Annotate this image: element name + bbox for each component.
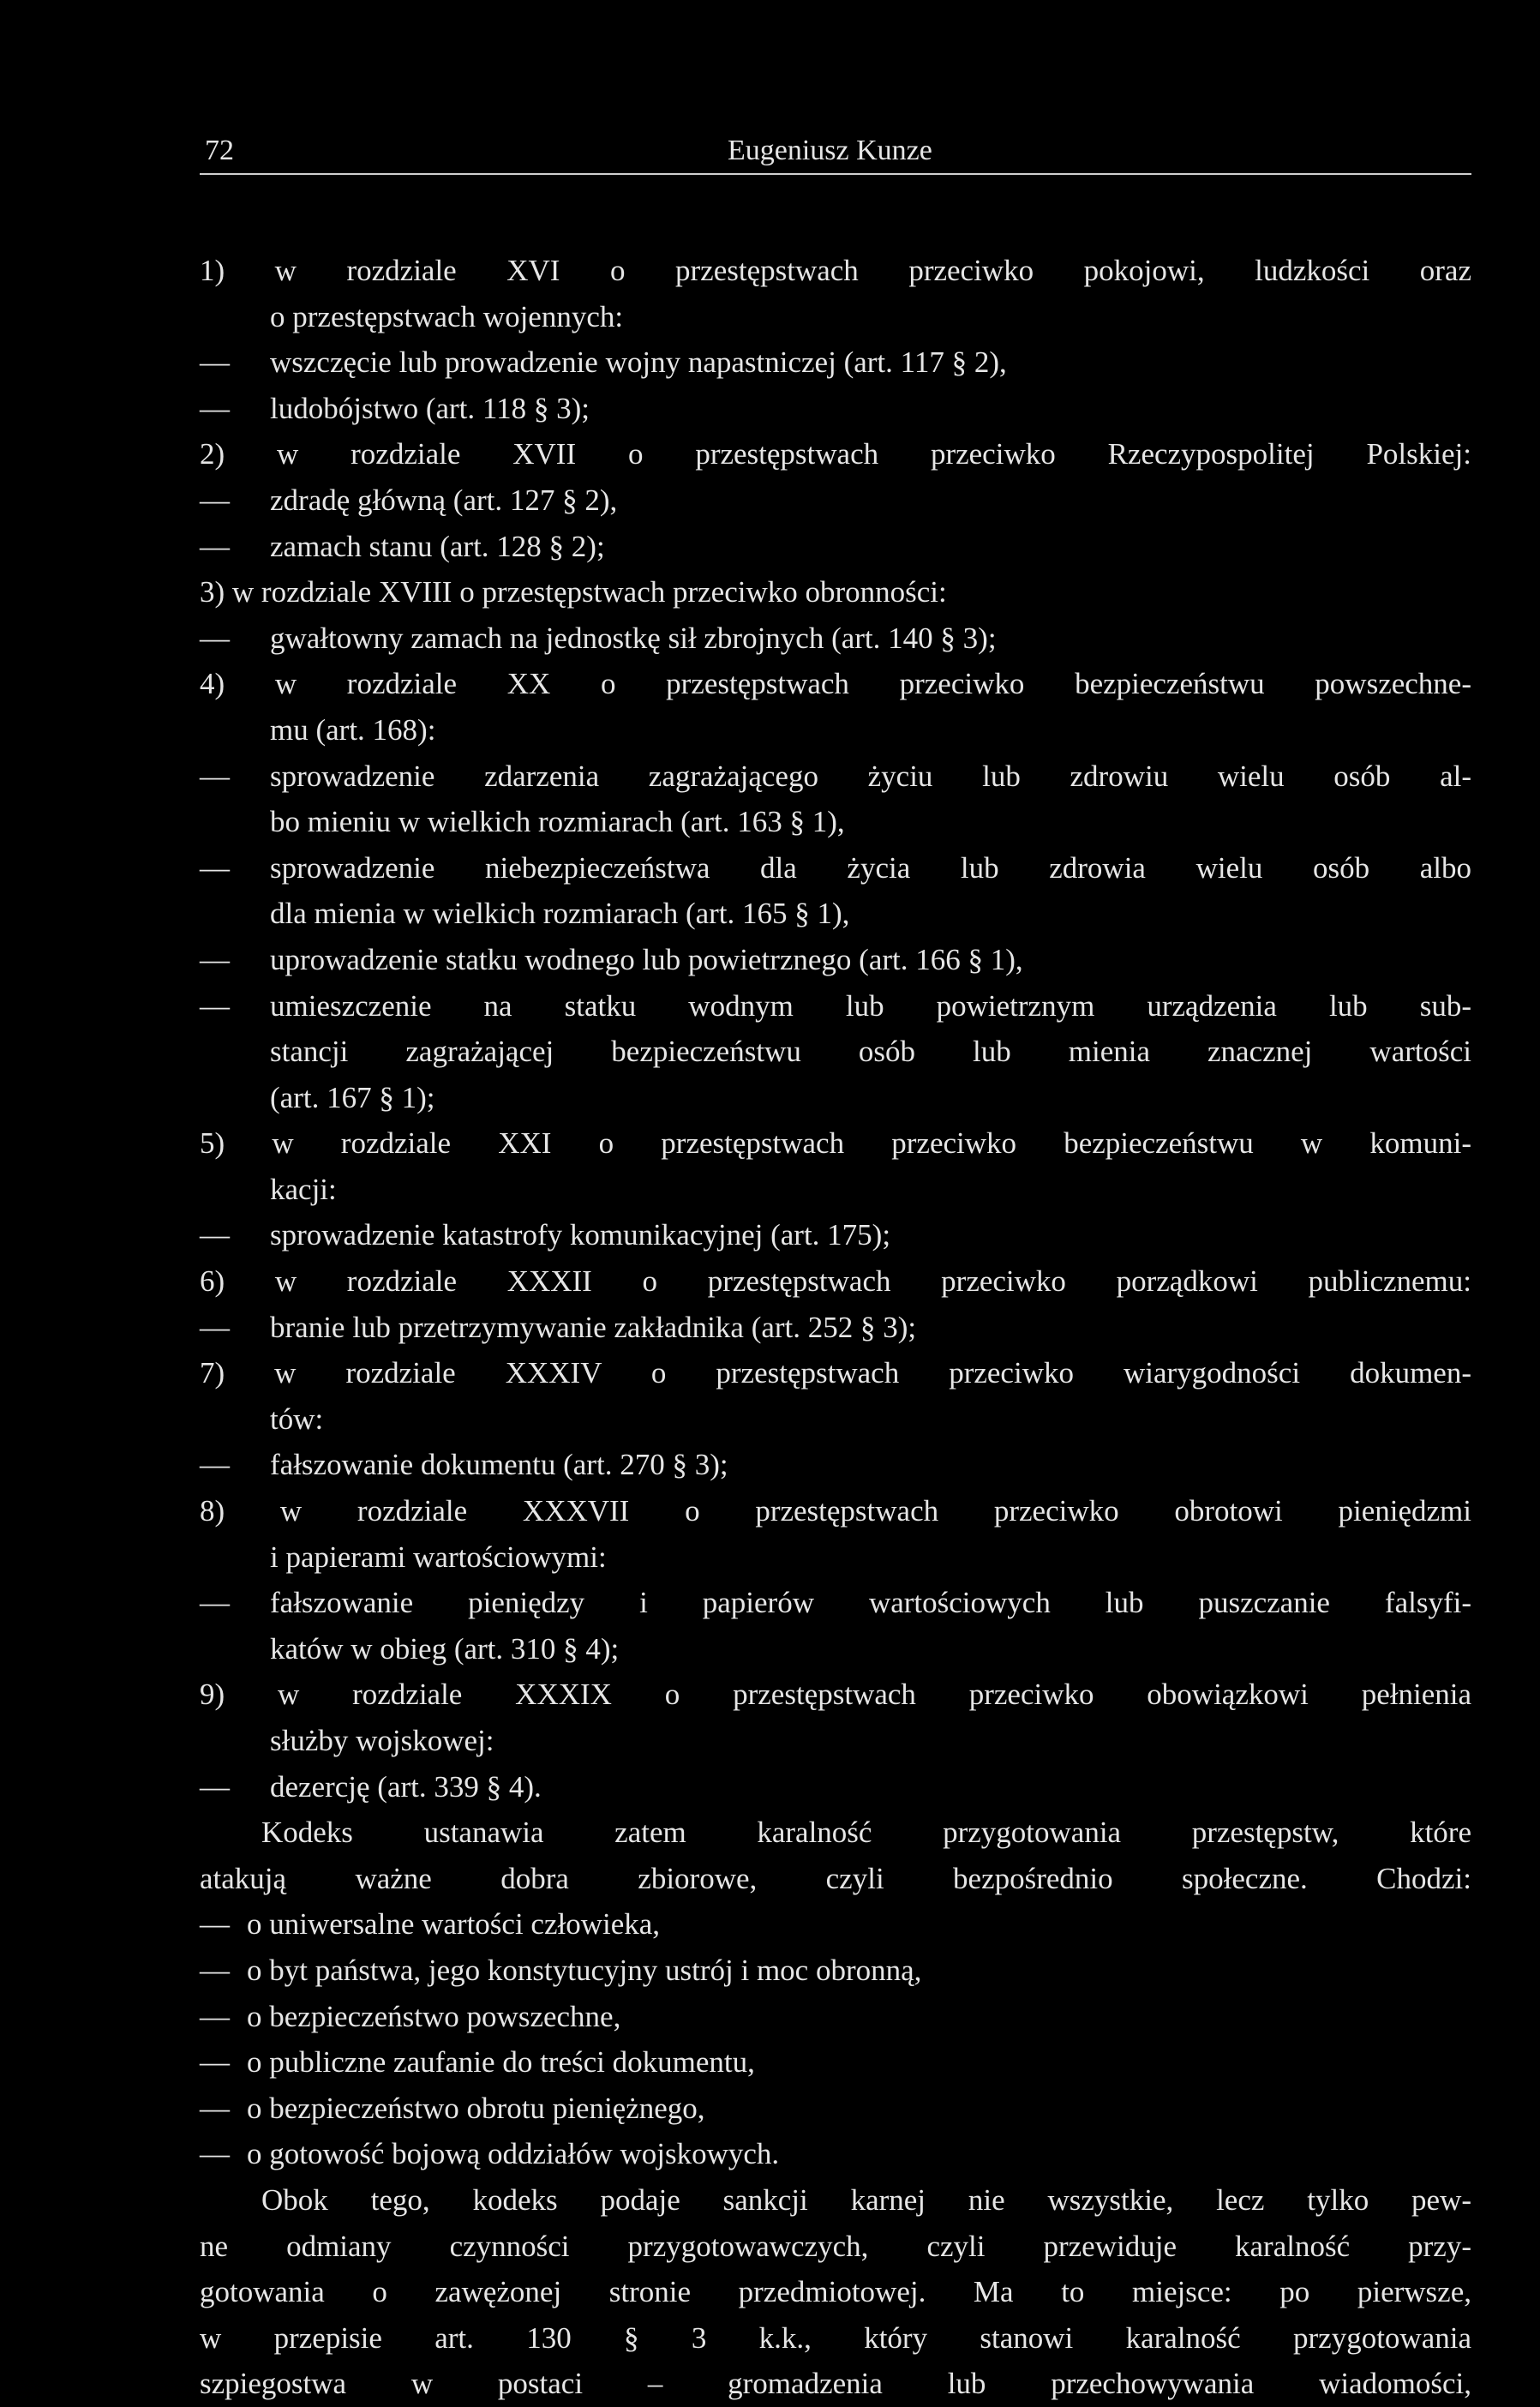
em-dash-marker: — <box>200 1769 230 1804</box>
line-text: gwałtowny zamach na jednostkę sił zbrojnych (art. 140 § 3); <box>270 621 997 655</box>
line-text: atakują ważne dobra zbiorowe, czyli bezpośrednio społeczne. Chodzi: <box>200 1861 1471 1895</box>
document-page <box>200 129 1471 2407</box>
line-text: służby wojskowej: <box>270 1724 494 1757</box>
running-header <box>200 129 1471 175</box>
em-dash-marker: — <box>200 1953 230 1987</box>
em-dash-marker: — <box>200 391 230 425</box>
dash-item-line <box>200 937 1471 983</box>
em-dash-marker: — <box>200 1218 230 1252</box>
list-item-line <box>200 1488 1471 1534</box>
em-dash-marker: — <box>200 483 230 517</box>
dash-item-line <box>200 1580 1471 1626</box>
em-dash-marker: — <box>200 345 230 380</box>
continuation-line <box>200 1029 1471 1075</box>
line-text: wszczęcie lub prowadzenie wojny napastniczej (art. 117 § 2), <box>270 345 1007 380</box>
line-text: ne odmiany czynności przygotowawczych, czyli przewiduje karalność przy- <box>200 2229 1471 2263</box>
continuation-line <box>200 1718 1471 1764</box>
continuation-line <box>200 799 1471 845</box>
continuation-line <box>200 1167 1471 1213</box>
line-text: i papierami wartościowymi: <box>270 1540 607 1574</box>
continuation-line <box>200 1075 1471 1121</box>
line-text: zamach stanu (art. 128 § 2); <box>270 529 605 563</box>
line-text: tów: <box>270 1402 324 1436</box>
em-dash-marker: — <box>200 2091 230 2125</box>
line-text: umieszczenie na statku wodnym lub powietrznym urządzenia lub sub- <box>270 988 1471 1023</box>
line-text: mu (art. 168): <box>270 712 436 747</box>
em-dash-marker: — <box>200 621 230 655</box>
dash-item-line <box>200 1442 1471 1488</box>
dash-item-line <box>200 1948 1471 1994</box>
paragraph-line <box>200 2224 1471 2270</box>
line-text: dla mienia w wielkich rozmiarach (art. 165 § 1), <box>270 897 850 931</box>
em-dash-marker: — <box>200 942 230 976</box>
continuation-line <box>200 707 1471 753</box>
line-text: o przestępstwach wojennych: <box>270 299 624 333</box>
line-text: kacji: <box>270 1172 337 1206</box>
line-text: 5) w rozdziale XXI o przestępstwach przeciwko bezpieczeństwu w komuni- <box>200 1126 1471 1161</box>
dash-item-line <box>200 1764 1471 1810</box>
line-text: fałszowanie dokumentu (art. 270 § 3); <box>270 1448 728 1482</box>
line-text: o bezpieczeństwo obrotu pieniężnego, <box>247 2091 705 2125</box>
continuation-line <box>200 1626 1471 1672</box>
line-text: 1) w rozdziale XVI o przestępstwach przeciwko pokojowi, ludzkości oraz <box>200 254 1471 287</box>
line-text: sprowadzenie katastrofy komunikacyjnej (art. 175); <box>270 1218 891 1252</box>
em-dash-marker: — <box>200 850 230 885</box>
line-text: stancji zagrażającej bezpieczeństwu osób lub mienia znacznej wartości <box>270 1035 1471 1069</box>
line-text: szpiegostwa w postaci – gromadzenia lub przechowywania wiadomości, <box>200 2367 1471 2401</box>
line-text: sprowadzenie niebezpieczeństwa dla życia lub zdrowia wielu osób albo <box>270 850 1471 885</box>
line-text: 8) w rozdziale XXXVII o przestępstwach przeciwko obrotowi pieniędzmi <box>200 1494 1471 1528</box>
paragraph-line <box>200 2269 1471 2315</box>
list-item-line <box>200 1350 1471 1396</box>
em-dash-marker: — <box>200 1310 230 1344</box>
paragraph-line <box>200 2361 1471 2407</box>
paragraph-first-line <box>200 1810 1471 1856</box>
line-text: Obok tego, kodeks podaje sankcji karnej nie wszystkie, lecz tylko pew- <box>261 2182 1471 2217</box>
line-text: dezercję (art. 339 § 4). <box>270 1769 542 1804</box>
dash-item-line <box>200 2039 1471 2086</box>
page-number: 72 <box>205 135 234 166</box>
continuation-line <box>200 891 1471 937</box>
line-text: ludobójstwo (art. 118 § 3); <box>270 391 590 425</box>
line-text: bo mieniu w wielkich rozmiarach (art. 163 § 1), <box>270 805 845 839</box>
em-dash-marker: — <box>200 2137 230 2171</box>
em-dash-marker: — <box>200 1448 230 1482</box>
line-text: w przepisie art. 130 § 3 k.k., który stanowi karalność przygotowania <box>200 2320 1471 2355</box>
dash-item-line <box>200 1901 1471 1948</box>
line-text: fałszowanie pieniędzy i papierów wartościowych lub puszczanie falsyfi- <box>270 1586 1471 1620</box>
line-text: o uniwersalne wartości człowieka, <box>247 1907 661 1942</box>
line-text: zdradę główną (art. 127 § 2), <box>270 483 618 517</box>
list-item-line <box>200 1120 1471 1167</box>
continuation-line <box>200 294 1471 340</box>
line-text: 4) w rozdziale XX o przestępstwach przeciwko bezpieczeństwu powszechne- <box>200 667 1471 701</box>
line-text: branie lub przetrzymywanie zakładnika (art. 252 § 3); <box>270 1310 917 1344</box>
continuation-line <box>200 1534 1471 1581</box>
dash-item-line <box>200 845 1471 891</box>
line-text: 6) w rozdziale XXXII o przestępstwach przeciwko porządkowi publicznemu: <box>200 1264 1471 1299</box>
dash-item-line <box>200 753 1471 800</box>
dash-item-line <box>200 2131 1471 2177</box>
em-dash-marker: — <box>200 1999 230 2033</box>
body-text <box>200 248 1471 2407</box>
dash-item-line <box>200 339 1471 386</box>
line-text: o publiczne zaufanie do treści dokumentu, <box>247 2045 755 2080</box>
continuation-line <box>200 1396 1471 1443</box>
em-dash-marker: — <box>200 759 230 793</box>
paragraph-line <box>200 2315 1471 2362</box>
em-dash-marker: — <box>200 1586 230 1620</box>
list-item-line <box>200 661 1471 707</box>
line-text: (art. 167 § 1); <box>270 1080 435 1114</box>
dash-item-line <box>200 1305 1471 1351</box>
line-text: o gotowość bojową oddziałów wojskowych. <box>247 2137 780 2171</box>
line-text: o bezpieczeństwo powszechne, <box>247 1999 621 2033</box>
line-text: Kodeks ustanawia zatem karalność przygotowania przestępstw, które <box>261 1816 1471 1850</box>
line-text: o byt państwa, jego konstytucyjny ustrój i moc obronną, <box>247 1953 922 1987</box>
dash-item-line <box>200 524 1471 570</box>
running-title: Eugeniusz Kunze <box>728 135 932 166</box>
line-text: sprowadzenie zdarzenia zagrażającego życiu lub zdrowiu wielu osób al- <box>270 759 1471 793</box>
dash-item-line <box>200 983 1471 1029</box>
list-item-line <box>200 1672 1471 1718</box>
line-text: 3) w rozdziale XVIII o przestępstwach przeciwko obronności: <box>200 575 947 609</box>
list-item-line <box>200 248 1471 294</box>
line-text: 7) w rozdziale XXXIV o przestępstwach przeciwko wiarygodności dokumen- <box>200 1356 1471 1390</box>
em-dash-marker: — <box>200 2045 230 2080</box>
dash-item-line <box>200 1212 1471 1258</box>
dash-item-line <box>200 386 1471 432</box>
list-item-line <box>200 431 1471 477</box>
em-dash-marker: — <box>200 1907 230 1942</box>
em-dash-marker: — <box>200 529 230 563</box>
line-text: uprowadzenie statku wodnego lub powietrznego (art. 166 § 1), <box>270 942 1023 976</box>
list-item-line <box>200 569 1471 615</box>
dash-item-line <box>200 477 1471 524</box>
line-text: 2) w rozdziale XVII o przestępstwach przeciwko Rzeczypospolitej Polskiej: <box>200 437 1471 471</box>
line-text: gotowania o zawężonej stronie przedmiotowej. Ma to miejsce: po pierwsze, <box>200 2275 1471 2309</box>
paragraph-line <box>200 1856 1471 1902</box>
line-text: katów w obieg (art. 310 § 4); <box>270 1631 620 1666</box>
dash-item-line <box>200 1994 1471 2040</box>
paragraph-first-line <box>200 2177 1471 2224</box>
list-item-line <box>200 1258 1471 1305</box>
dash-item-line <box>200 2086 1471 2132</box>
line-text: 9) w rozdziale XXXIX o przestępstwach przeciwko obowiązkowi pełnienia <box>200 1678 1471 1712</box>
em-dash-marker: — <box>200 988 230 1023</box>
dash-item-line <box>200 615 1471 662</box>
